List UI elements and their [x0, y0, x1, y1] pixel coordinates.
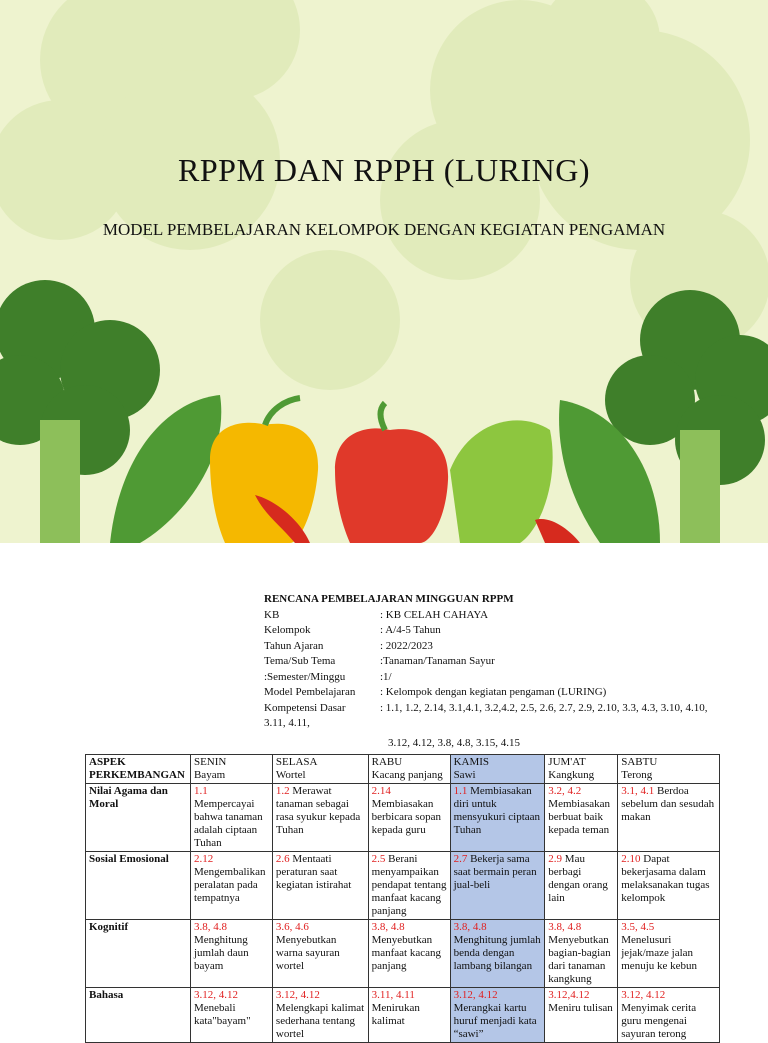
- activity-text: Dapat bekerjasama dalam melaksanakan tugas kelompok: [621, 853, 710, 904]
- info-label: Kompetensi Dasar: [264, 701, 346, 714]
- info-value: : Kelompok dengan kegiatan pengaman (LURING): [380, 686, 607, 698]
- activity-text: Membiasakan berbuat baik kepada teman: [548, 798, 610, 836]
- info-label: Tahun Ajaran: [264, 639, 324, 652]
- activity-cell: [618, 988, 720, 1043]
- info-heading: RENCANA PEMBELAJARAN MINGGUAN RPPM: [264, 593, 514, 605]
- info-label: KB: [264, 608, 280, 621]
- activity-text: Menirukan kalimat: [371, 1002, 420, 1027]
- activity-text: Berani menyampaikan pendapat tentang manfaat kacang panjang: [371, 853, 447, 917]
- header-sub: Bayam: [193, 769, 226, 781]
- activity-cell: [272, 988, 368, 1043]
- activity-text: Membiasakan berbicara sopan kepada guru: [371, 798, 441, 836]
- kd-continuation: 3.12, 4.12, 3.8, 4.8, 3.15, 4.15: [388, 736, 520, 749]
- info-row: [264, 654, 734, 670]
- rppm-info: [264, 592, 734, 751]
- activity-text: Mentaati peraturan saat kegiatan istirahat: [275, 853, 352, 891]
- activity-cell: [368, 920, 450, 988]
- yellow-pepper: [210, 423, 318, 543]
- kd-code: 3.8, 4.8: [371, 921, 405, 933]
- activity-text: Merangkai kartu huruf menjadi kata “sawi”: [453, 1002, 537, 1040]
- activity-cell: [368, 784, 450, 852]
- activity-text: Menyebutkan warna sayuran wortel: [275, 934, 340, 972]
- kd-code: 1.1: [453, 785, 468, 797]
- info-row: [264, 685, 734, 701]
- header-sub: PERKEMBANGAN: [89, 769, 185, 781]
- info-row: [264, 608, 734, 624]
- kd-wrap: 3.11, 4.11,: [264, 717, 310, 729]
- aspect-cell: Sosial Emosional: [86, 852, 191, 920]
- activity-text: Berdoa sebelum dan sesudah makan: [621, 785, 715, 823]
- info-value: : 1.1, 1.2, 2.14, 3.1,4.1, 3.2,4.2, 2.5, 2.6, 2.7, 2.9, 2.10, 3.3, 4.3, 3.10, 4.10,: [380, 701, 708, 714]
- kd-code: 1.1: [193, 785, 208, 797]
- kd-code: 3.12, 4.12: [275, 989, 320, 1001]
- activity-cell: [545, 920, 618, 988]
- kd-code: 3.2, 4.2: [548, 785, 582, 797]
- kd-code: 3.6, 4.6: [275, 921, 309, 933]
- activity-text: Menebali kata"bayam": [193, 1002, 251, 1027]
- activity-text: Mau berbagi dengan orang lain: [548, 853, 608, 904]
- activity-cell: [450, 920, 545, 988]
- header-sub: Kacang panjang: [371, 769, 443, 781]
- table-row: [86, 852, 720, 920]
- activity-cell: [450, 988, 545, 1043]
- kd-code: 3.5, 4.5: [621, 921, 655, 933]
- activity-cell: [618, 920, 720, 988]
- activity-text: Meniru tulisan: [548, 1002, 613, 1014]
- kd-code: 2.12: [193, 853, 214, 865]
- kd-code: 3.12, 4.12: [193, 989, 238, 1001]
- activity-cell: [272, 784, 368, 852]
- activity-text: Mempercayai bahwa tanaman adalah ciptaan Tuhan: [193, 798, 263, 849]
- info-label: Kelompok: [264, 624, 311, 636]
- kd-code: 2.10: [621, 853, 641, 865]
- header-sub: Wortel: [275, 769, 306, 781]
- kd-code: 1.2: [275, 785, 290, 797]
- header-day: JUM'AT: [548, 756, 586, 768]
- activity-cell: [190, 852, 272, 920]
- kd-code: 3.12, 4.12: [621, 989, 666, 1001]
- info-row: [264, 639, 734, 655]
- kd-code: 2.5: [371, 853, 386, 865]
- header-cell: [190, 755, 272, 784]
- header-cell: [86, 755, 191, 784]
- activity-text: Menelusuri jejak/maze jalan menuju ke kebun: [621, 934, 698, 972]
- header-sub: Terong: [621, 769, 653, 781]
- table-row: [86, 988, 720, 1043]
- header-sub: Sawi: [453, 769, 476, 781]
- activity-cell: [545, 784, 618, 852]
- info-row: [264, 701, 734, 717]
- aspect-cell: Nilai Agama dan Moral: [86, 784, 191, 852]
- activity-text: Menyimak cerita guru mengenai sayuran terong: [621, 1002, 697, 1040]
- header-day: SABTU: [621, 756, 658, 768]
- activity-cell: [368, 988, 450, 1043]
- table-row: [86, 920, 720, 988]
- info-value: :1/: [380, 670, 392, 683]
- header-day: RABU: [371, 756, 403, 768]
- activity-text: Membiasakan diri untuk mensyukuri ciptaan Tuhan: [453, 785, 541, 836]
- kd-code: 3.8, 4.8: [548, 921, 582, 933]
- header-day: ASPEK: [89, 756, 126, 768]
- header-day: KAMIS: [453, 756, 490, 768]
- header-cell: [368, 755, 450, 784]
- table-header-row: [86, 755, 720, 784]
- document-title: RPPM DAN RPPH (LURING): [178, 152, 590, 188]
- activity-text: Menyebutkan bagian-bagian dari tanaman kangkung: [548, 934, 611, 985]
- activity-cell: [272, 920, 368, 988]
- activity-text: Mengembalikan peralatan pada tempatnya: [193, 866, 266, 904]
- info-label: Tema/Sub Tema: [264, 655, 336, 667]
- info-label: :Semester/Minggu: [264, 670, 346, 683]
- header-cell: [272, 755, 368, 784]
- activity-cell: [368, 852, 450, 920]
- kd-code: 3.8, 4.8: [453, 921, 487, 933]
- info-label: Model Pembelajaran: [264, 686, 356, 698]
- info-row: [264, 670, 734, 686]
- aspect-cell: Bahasa: [86, 988, 191, 1043]
- kd-code: 2.7: [453, 853, 468, 865]
- weekly-plan-table: [85, 754, 720, 1043]
- activity-cell: [272, 852, 368, 920]
- activity-cell: [545, 852, 618, 920]
- chili-right: [535, 519, 580, 543]
- kd-code: 3.11, 4.11: [371, 989, 415, 1001]
- header-cell: [545, 755, 618, 784]
- info-value: :Tanaman/Tanaman Sayur: [380, 655, 495, 667]
- header-cell: [618, 755, 720, 784]
- kd-code: 3.12,4.12: [548, 989, 590, 1001]
- activity-cell: [190, 988, 272, 1043]
- activity-text: Menghitung jumlah daun bayam: [193, 934, 249, 972]
- header-day: SELASA: [275, 756, 318, 768]
- activity-cell: [450, 852, 545, 920]
- activity-text: Menghitung jumlah benda dengan lambang bilangan: [453, 934, 541, 972]
- kd-code: 3.1, 4.1: [621, 785, 655, 797]
- activity-text: Melengkapi kalimat sederhana tentang wortel: [275, 1002, 365, 1040]
- kd-code: 2.9: [548, 853, 563, 865]
- aspect-cell: Kognitif: [86, 920, 191, 988]
- kd-code: 2.6: [275, 853, 290, 865]
- activity-text: Menyebutkan manfaat kacang panjang: [371, 934, 441, 972]
- info-row: [264, 623, 734, 639]
- info-value: : A/4-5 Tahun: [380, 624, 441, 636]
- activity-cell: [190, 784, 272, 852]
- header-cell: [450, 755, 545, 784]
- info-value: : KB CELAH CAHAYA: [380, 608, 489, 621]
- activity-cell: [450, 784, 545, 852]
- activity-text: Merawat tanaman sebagai rasa syukur kepada Tuhan: [275, 785, 361, 836]
- kd-code: 3.12, 4.12: [453, 989, 498, 1001]
- document-subtitle: MODEL PEMBELAJARAN KELOMPOK DENGAN KEGIATAN PENGAMAN: [102, 220, 666, 239]
- activity-cell: [618, 852, 720, 920]
- header-day: SENIN: [193, 756, 227, 768]
- activity-cell: [618, 784, 720, 852]
- activity-cell: [190, 920, 272, 988]
- activity-text: Bekerja sama saat bermain peran jual-beli: [453, 853, 537, 891]
- kd-code: 2.14: [371, 785, 391, 797]
- info-value: : 2022/2023: [380, 639, 433, 652]
- header-sub: Kangkung: [548, 769, 595, 781]
- activity-cell: [545, 988, 618, 1043]
- red-pepper: [335, 428, 448, 543]
- table-row: [86, 784, 720, 852]
- kd-code: 3.8, 4.8: [193, 921, 227, 933]
